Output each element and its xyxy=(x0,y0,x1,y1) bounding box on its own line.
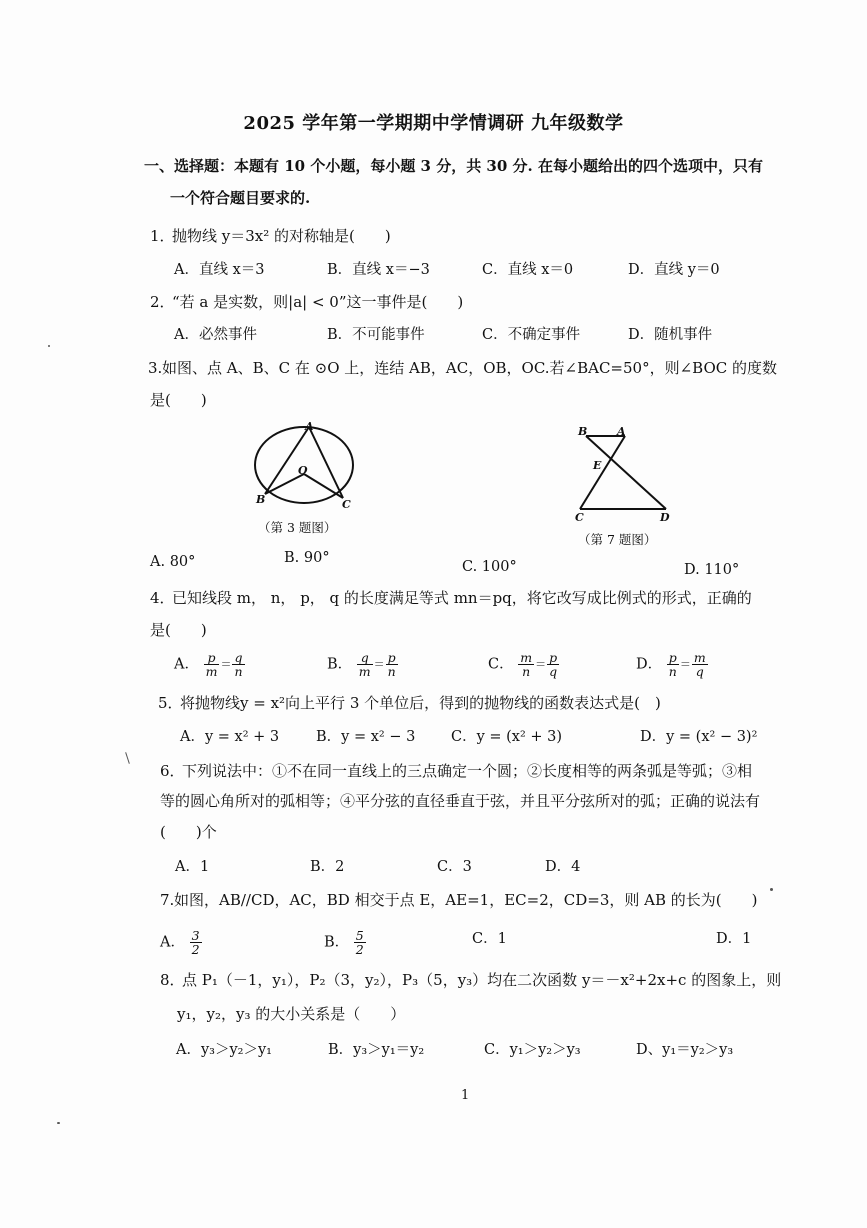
q6-stem-line2: 等的圆心角所对的弧相等；④平分弦的直径垂直于弦，并且平分弦所对的弧；正确的说法有 xyxy=(160,792,761,810)
q6-option-c[interactable]: C．3 xyxy=(437,859,472,875)
q8-option-c[interactable]: C．y₁＞y₂＞y₃ xyxy=(484,1042,581,1058)
q3-option-a[interactable]: A. 80° xyxy=(150,554,196,570)
q4-option-c[interactable]: C． $\frac{m}{n}$ ＝ $\frac{p}{q}$ xyxy=(488,650,558,679)
q1-stem: 抛物线 y＝3x² 的对称轴是( ) xyxy=(172,227,391,245)
q6-stem-line3: ( )个 xyxy=(160,823,217,841)
q5-stem: 将抛物线y = x²向上平行 3 个单位后，得到的抛物线的函数表达式是( ) xyxy=(180,694,661,712)
q6-option-a[interactable]: A．1 xyxy=(175,859,210,875)
q7-option-d[interactable]: D．1 xyxy=(716,931,752,947)
q4-option-d[interactable]: D． $\frac{p}{n}$ ＝ $\frac{m}{q}$ xyxy=(636,650,706,679)
q5-number: 5． xyxy=(158,694,183,712)
q4-d-right-fraction: $\frac{m}{q}$ xyxy=(693,650,706,679)
q2-option-a[interactable]: A．必然事件 xyxy=(174,327,257,343)
exam-title: 2025 学年第一学期期中学情调研 九年级数学 xyxy=(243,113,624,134)
q3-option-b[interactable]: B. 90° xyxy=(284,550,330,566)
q5-option-a[interactable]: A．y = x² + 3 xyxy=(180,729,280,745)
fig7-label-a: A xyxy=(617,425,626,438)
q4-option-a[interactable]: A． $\frac{p}{m}$ ＝ $\frac{q}{n}$ xyxy=(174,650,243,679)
q3-stem-line1: 如图、点 A、B、C 在 ⊙O 上，连结 AB，AC，OB，OC.若∠BAC=50°，则∠BOC 的度数 xyxy=(162,359,778,377)
fig3-label-c: C xyxy=(342,498,351,511)
q5-option-b[interactable]: B．y = x² − 3 xyxy=(316,729,416,745)
q4-a-left-fraction: $\frac{p}{m}$ xyxy=(205,650,218,679)
q1-option-d[interactable]: D．直线 y＝0 xyxy=(628,262,720,278)
section-heading-line1: 一、选择题：本题有 10 个小题，每小题 3 分，共 30 分. 在每小题给出的四个选项中，只有 xyxy=(144,157,763,175)
q3-number: 3. xyxy=(148,359,163,377)
q2-stem: “若 a 是实数，则|a| < 0”这一事件是( ) xyxy=(172,293,464,311)
q2-option-d[interactable]: D．随机事件 xyxy=(628,327,713,343)
q7-a-fraction: $\frac{3}{2}$ xyxy=(191,928,200,957)
figure-3-circle xyxy=(250,416,360,516)
q2-number: 2． xyxy=(150,293,175,311)
q6-stem-line1: 下列说法中：①不在同一直线上的三点确定一个圆；②长度相等的两条弧是等弧；③相 xyxy=(182,762,753,780)
q4-c-right-fraction: $\frac{p}{q}$ xyxy=(549,650,558,679)
fig3-label-o: O xyxy=(298,464,308,477)
q1-number: 1． xyxy=(150,227,175,245)
fig7-label-c: C xyxy=(575,511,584,524)
q8-option-b[interactable]: B．y₃＞y₁＝y₂ xyxy=(328,1042,425,1058)
scan-speck xyxy=(48,345,50,347)
q8-option-a[interactable]: A．y₃＞y₂＞y₁ xyxy=(176,1042,272,1058)
q8-stem-line1: 点 P₁（－1，y₁），P₂（3，y₂），P₃（5，y₃）均在二次函数 y＝－x²+2x+c 的图象上，则 xyxy=(182,971,782,989)
q7-stem: 如图，AB//CD，AC，BD 相交于点 E，AE=1，EC=2，CD=3，则 AB 的长为( ) xyxy=(174,891,758,909)
q1-option-a[interactable]: A．直线 x＝3 xyxy=(174,262,265,278)
q7-option-a[interactable]: A． $\frac{3}{2}$ xyxy=(160,928,200,957)
q4-stem-line1: 已知线段 m， n， p， q 的长度满足等式 mn＝pq，将它改写成比例式的形式，正确的 xyxy=(172,589,752,607)
fig3-label-a: A xyxy=(305,420,314,433)
q5-option-d[interactable]: D．y = (x² − 3)² xyxy=(640,729,758,745)
q6-number: 6． xyxy=(160,762,185,780)
q8-number: 8． xyxy=(160,971,185,989)
q4-b-right-fraction: $\frac{p}{n}$ xyxy=(387,650,396,679)
q8-stem-line2: y₁，y₂，y₃ 的大小关系是（ ） xyxy=(177,1005,406,1023)
q1-option-b[interactable]: B．直线 x＝−3 xyxy=(327,262,430,278)
fig7-label-e: E xyxy=(593,459,602,472)
page-number: 1 xyxy=(461,1088,470,1103)
q5-option-c[interactable]: C．y = (x² + 3) xyxy=(451,729,563,745)
q6-option-d[interactable]: D．4 xyxy=(545,859,581,875)
q1-option-c[interactable]: C．直线 x＝0 xyxy=(482,262,574,278)
q7-option-c[interactable]: C．1 xyxy=(472,931,507,947)
q6-option-b[interactable]: B．2 xyxy=(310,859,345,875)
q2-option-b[interactable]: B．不可能事件 xyxy=(327,327,425,343)
scan-mark xyxy=(125,752,130,764)
q2-option-c[interactable]: C．不确定事件 xyxy=(482,327,581,343)
q4-stem-line2: 是( ) xyxy=(150,621,207,639)
q7-option-b[interactable]: B． $\frac{5}{2}$ xyxy=(324,928,364,957)
q4-c-left-fraction: $\frac{m}{n}$ xyxy=(520,650,533,679)
fig3-label-b: B xyxy=(256,493,266,506)
q3-stem-line2: 是( ) xyxy=(150,391,207,409)
q7-b-fraction: $\frac{5}{2}$ xyxy=(355,928,364,957)
q4-option-b[interactable]: B． $\frac{q}{m}$ ＝ $\frac{p}{n}$ xyxy=(327,650,396,679)
figure-3-caption: （第 3 题图） xyxy=(258,520,337,535)
q8-option-d[interactable]: D、y₁＝y₂＞y₃ xyxy=(636,1042,734,1058)
section-heading-line2: 一个符合题目要求的. xyxy=(170,189,311,207)
figure-7-parallel-lines xyxy=(570,420,682,526)
q4-a-right-fraction: $\frac{q}{n}$ xyxy=(234,650,243,679)
scan-speck xyxy=(57,1122,60,1124)
figure-7-caption: （第 7 题图） xyxy=(578,532,657,547)
q4-d-left-fraction: $\frac{p}{n}$ xyxy=(668,650,677,679)
fig7-label-d: D xyxy=(660,511,670,524)
q4-b-left-fraction: $\frac{q}{m}$ xyxy=(358,650,371,679)
fig7-label-b: B xyxy=(578,425,588,438)
scan-speck xyxy=(770,888,773,891)
q3-option-d[interactable]: D. 110° xyxy=(684,562,740,578)
q7-number: 7. xyxy=(160,891,175,909)
q3-option-c[interactable]: C. 100° xyxy=(462,559,517,575)
q4-number: 4． xyxy=(150,589,175,607)
